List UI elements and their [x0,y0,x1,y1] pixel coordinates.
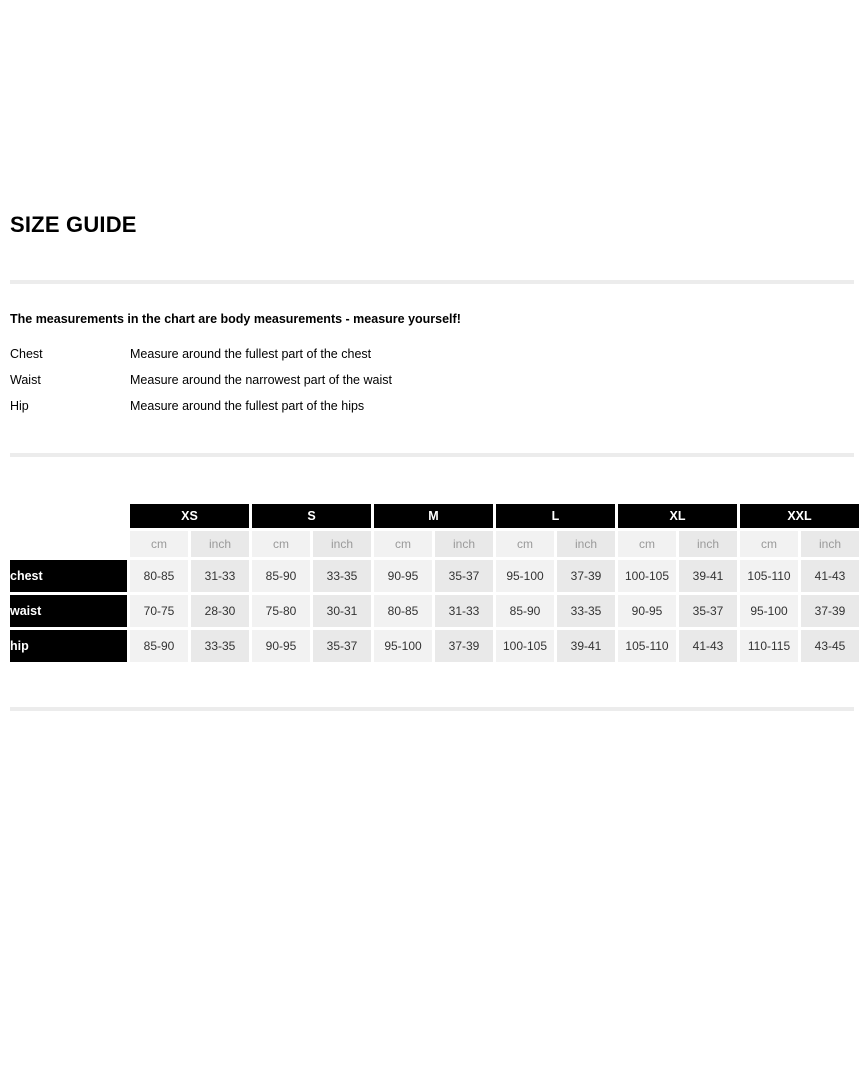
cell-hip-xxl-cm: 110-115 [740,630,798,662]
unit-inch-xl: inch [679,531,737,557]
intro-section [0,312,864,419]
cell-hip-xl-inch: 41-43 [679,630,737,662]
unit-cm-xl: cm [618,531,676,557]
measurement-label: Chest [10,347,43,361]
page-title: SIZE GUIDE [10,212,137,237]
top-spacer [0,0,864,214]
cell-chest-l-inch: 37-39 [557,560,615,592]
row-label-waist: waist [10,595,127,627]
cell-chest-xxl-cm: 105-110 [740,560,798,592]
unit-cm-l: cm [496,531,554,557]
divider-bottom [10,707,854,711]
cell-hip-s-inch: 35-37 [313,630,371,662]
unit-inch-m: inch [435,531,493,557]
measurement-label: Waist [10,373,41,387]
row-label-chest: chest [10,560,127,592]
cell-hip-l-cm: 100-105 [496,630,554,662]
list-item [10,393,854,419]
table-row [10,560,859,592]
cell-chest-xl-cm: 100-105 [618,560,676,592]
unit-cm-m: cm [374,531,432,557]
cell-hip-m-inch: 37-39 [435,630,493,662]
cell-waist-m-inch: 31-33 [435,595,493,627]
measurement-description: Measure around the fullest part of the hips [130,399,365,413]
size-chart-table [7,501,862,665]
cell-waist-xs-cm: 70-75 [130,595,188,627]
cell-hip-xxl-inch: 43-45 [801,630,859,662]
cell-chest-s-cm: 85-90 [252,560,310,592]
cell-hip-m-cm: 95-100 [374,630,432,662]
cell-waist-m-cm: 80-85 [374,595,432,627]
divider-top [10,280,854,284]
table-row [10,630,859,662]
cell-hip-xs-inch: 33-35 [191,630,249,662]
cell-waist-xxl-cm: 95-100 [740,595,798,627]
cell-waist-s-inch: 30-31 [313,595,371,627]
header-section [0,214,864,248]
list-item [10,367,854,393]
size-header-m: M [374,504,493,528]
cell-chest-xs-inch: 31-33 [191,560,249,592]
measurement-description: Measure around the fullest part of the chest [130,347,372,361]
cell-waist-xs-inch: 28-30 [191,595,249,627]
cell-hip-s-cm: 90-95 [252,630,310,662]
cell-waist-xl-cm: 90-95 [618,595,676,627]
cell-hip-l-inch: 39-41 [557,630,615,662]
cell-chest-m-cm: 90-95 [374,560,432,592]
unit-blank-cell [10,531,127,557]
cell-chest-l-cm: 95-100 [496,560,554,592]
cell-hip-xs-cm: 85-90 [130,630,188,662]
unit-inch-xxl: inch [801,531,859,557]
cell-waist-xxl-inch: 37-39 [801,595,859,627]
size-chart-section [0,501,864,665]
cell-chest-xxl-inch: 41-43 [801,560,859,592]
unit-inch-s: inch [313,531,371,557]
cell-chest-m-inch: 35-37 [435,560,493,592]
cell-waist-l-cm: 85-90 [496,595,554,627]
size-header-xs: XS [130,504,249,528]
cell-waist-l-inch: 33-35 [557,595,615,627]
cell-chest-xs-cm: 80-85 [130,560,188,592]
size-header-xl: XL [618,504,737,528]
table-row [10,595,859,627]
corner-blank-cell [10,504,127,528]
cell-hip-xl-cm: 105-110 [618,630,676,662]
table-row-units [10,531,859,557]
unit-cm-s: cm [252,531,310,557]
unit-inch-l: inch [557,531,615,557]
size-header-xxl: XXL [740,504,859,528]
measurement-label: Hip [10,399,29,413]
cell-waist-xl-inch: 35-37 [679,595,737,627]
cell-waist-s-cm: 75-80 [252,595,310,627]
cell-chest-xl-inch: 39-41 [679,560,737,592]
table-row-sizes [10,504,859,528]
divider-middle [10,453,854,457]
unit-inch-xs: inch [191,531,249,557]
cell-chest-s-inch: 33-35 [313,560,371,592]
size-header-s: S [252,504,371,528]
page-title-row [10,214,854,248]
intro-text: The measurements in the chart are body measurements - measure yourself! [10,312,461,326]
list-item [10,341,854,367]
size-header-l: L [496,504,615,528]
unit-cm-xxl: cm [740,531,798,557]
measurement-description: Measure around the narrowest part of the waist [130,373,392,387]
unit-cm-xs: cm [130,531,188,557]
row-label-hip: hip [10,630,127,662]
measurement-definitions [10,341,854,419]
